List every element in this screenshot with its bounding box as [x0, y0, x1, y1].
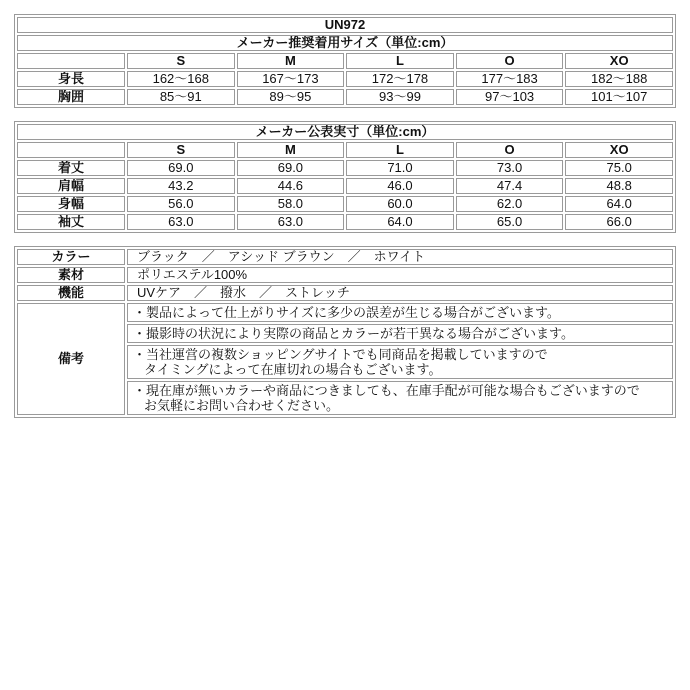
size-header-blank-cell [17, 142, 125, 158]
recommended-size-table [14, 14, 676, 108]
note-line-continued: お気軽にお問い合わせください。 [144, 398, 340, 413]
chest-s: 85～91 [127, 89, 235, 105]
table-row-color [17, 249, 673, 265]
chest-xo: 101～107 [565, 89, 673, 105]
row-label-material: 素材 [17, 267, 125, 283]
size-header-s: S [127, 53, 235, 69]
body-width-m: 58.0 [237, 196, 345, 212]
sleeve-l: 64.0 [346, 214, 454, 230]
table-row-function [17, 285, 673, 301]
height-l: 172～178 [346, 71, 454, 87]
size-header-o: O [456, 53, 564, 69]
table-row-sleeve-length [17, 214, 673, 230]
sleeve-m: 63.0 [237, 214, 345, 230]
table-row-body-length [17, 160, 673, 176]
row-label-color: カラー [17, 249, 125, 265]
row-label-body-length: 着丈 [17, 160, 125, 176]
shoulder-s: 43.2 [127, 178, 235, 194]
note-line-continued: タイミングによって在庫切れの場合もございます。 [144, 362, 442, 377]
size-header-row [17, 142, 673, 158]
body-length-xo: 75.0 [565, 160, 673, 176]
row-label-function: 機能 [17, 285, 125, 301]
material-value: ポリエステル100% [127, 267, 673, 283]
sleeve-o: 65.0 [456, 214, 564, 230]
height-o: 177～183 [456, 71, 564, 87]
row-label-shoulder-width: 肩幅 [17, 178, 125, 194]
note-line: ・当社運営の複数ショッピングサイトでも同商品を掲載していますので [133, 347, 548, 362]
size-header-row [17, 53, 673, 69]
function-value: UVケア ／ 撥水 ／ ストレッチ [127, 285, 673, 301]
body-width-o: 62.0 [456, 196, 564, 212]
body-width-l: 60.0 [346, 196, 454, 212]
chest-m: 89～95 [237, 89, 345, 105]
product-info-table [14, 246, 676, 418]
shoulder-l: 46.0 [346, 178, 454, 194]
size-header-m: M [237, 53, 345, 69]
chest-l: 93～99 [346, 89, 454, 105]
product-code-row [17, 17, 673, 33]
size-header-xo: XO [565, 142, 673, 158]
size-header-m: M [237, 142, 345, 158]
row-label-chest: 胸囲 [17, 89, 125, 105]
note-line: ・製品によって仕上がりサイズに多少の誤差が生じる場合がございます。 [133, 305, 560, 320]
size-header-l: L [346, 53, 454, 69]
body-width-xo: 64.0 [565, 196, 673, 212]
size-header-xo: XO [565, 53, 673, 69]
actual-size-table [14, 121, 676, 233]
product-code: UN972 [17, 17, 673, 33]
actual-title-row [17, 124, 673, 140]
note-line: ・撮影時の状況により実際の商品とカラーが若干異なる場合がございます。 [133, 326, 574, 341]
row-label-body-width: 身幅 [17, 196, 125, 212]
sleeve-xo: 66.0 [565, 214, 673, 230]
row-label-sleeve-length: 袖丈 [17, 214, 125, 230]
table-row-material [17, 267, 673, 283]
recommended-size-title: メーカー推奨着用サイズ（単位:cm） [17, 35, 673, 51]
size-header-l: L [346, 142, 454, 158]
body-length-s: 69.0 [127, 160, 235, 176]
body-length-l: 71.0 [346, 160, 454, 176]
table-row-body-width [17, 196, 673, 212]
note-item [127, 303, 673, 322]
height-xo: 182～188 [565, 71, 673, 87]
color-value: ブラック ／ アシッド ブラウン ／ ホワイト [127, 249, 673, 265]
actual-size-title: メーカー公表実寸（単位:cm） [17, 124, 673, 140]
shoulder-m: 44.6 [237, 178, 345, 194]
note-item [127, 345, 673, 379]
row-label-height: 身長 [17, 71, 125, 87]
body-length-o: 73.0 [456, 160, 564, 176]
note-item [127, 381, 673, 415]
body-width-s: 56.0 [127, 196, 235, 212]
size-header-blank-cell [17, 53, 125, 69]
chest-o: 97～103 [456, 89, 564, 105]
note-item [127, 324, 673, 343]
recommended-title-row [17, 35, 673, 51]
table-row-chest [17, 89, 673, 105]
height-m: 167～173 [237, 71, 345, 87]
row-label-notes: 備考 [17, 303, 125, 415]
size-header-s: S [127, 142, 235, 158]
sleeve-s: 63.0 [127, 214, 235, 230]
body-length-m: 69.0 [237, 160, 345, 176]
table-row-height [17, 71, 673, 87]
height-s: 162～168 [127, 71, 235, 87]
size-header-o: O [456, 142, 564, 158]
shoulder-xo: 48.8 [565, 178, 673, 194]
note-line: ・現在庫が無いカラーや商品につきましても、在庫手配が可能な場合もございますので [133, 383, 640, 398]
table-row-shoulder-width [17, 178, 673, 194]
shoulder-o: 47.4 [456, 178, 564, 194]
table-row-notes-1 [17, 303, 673, 322]
